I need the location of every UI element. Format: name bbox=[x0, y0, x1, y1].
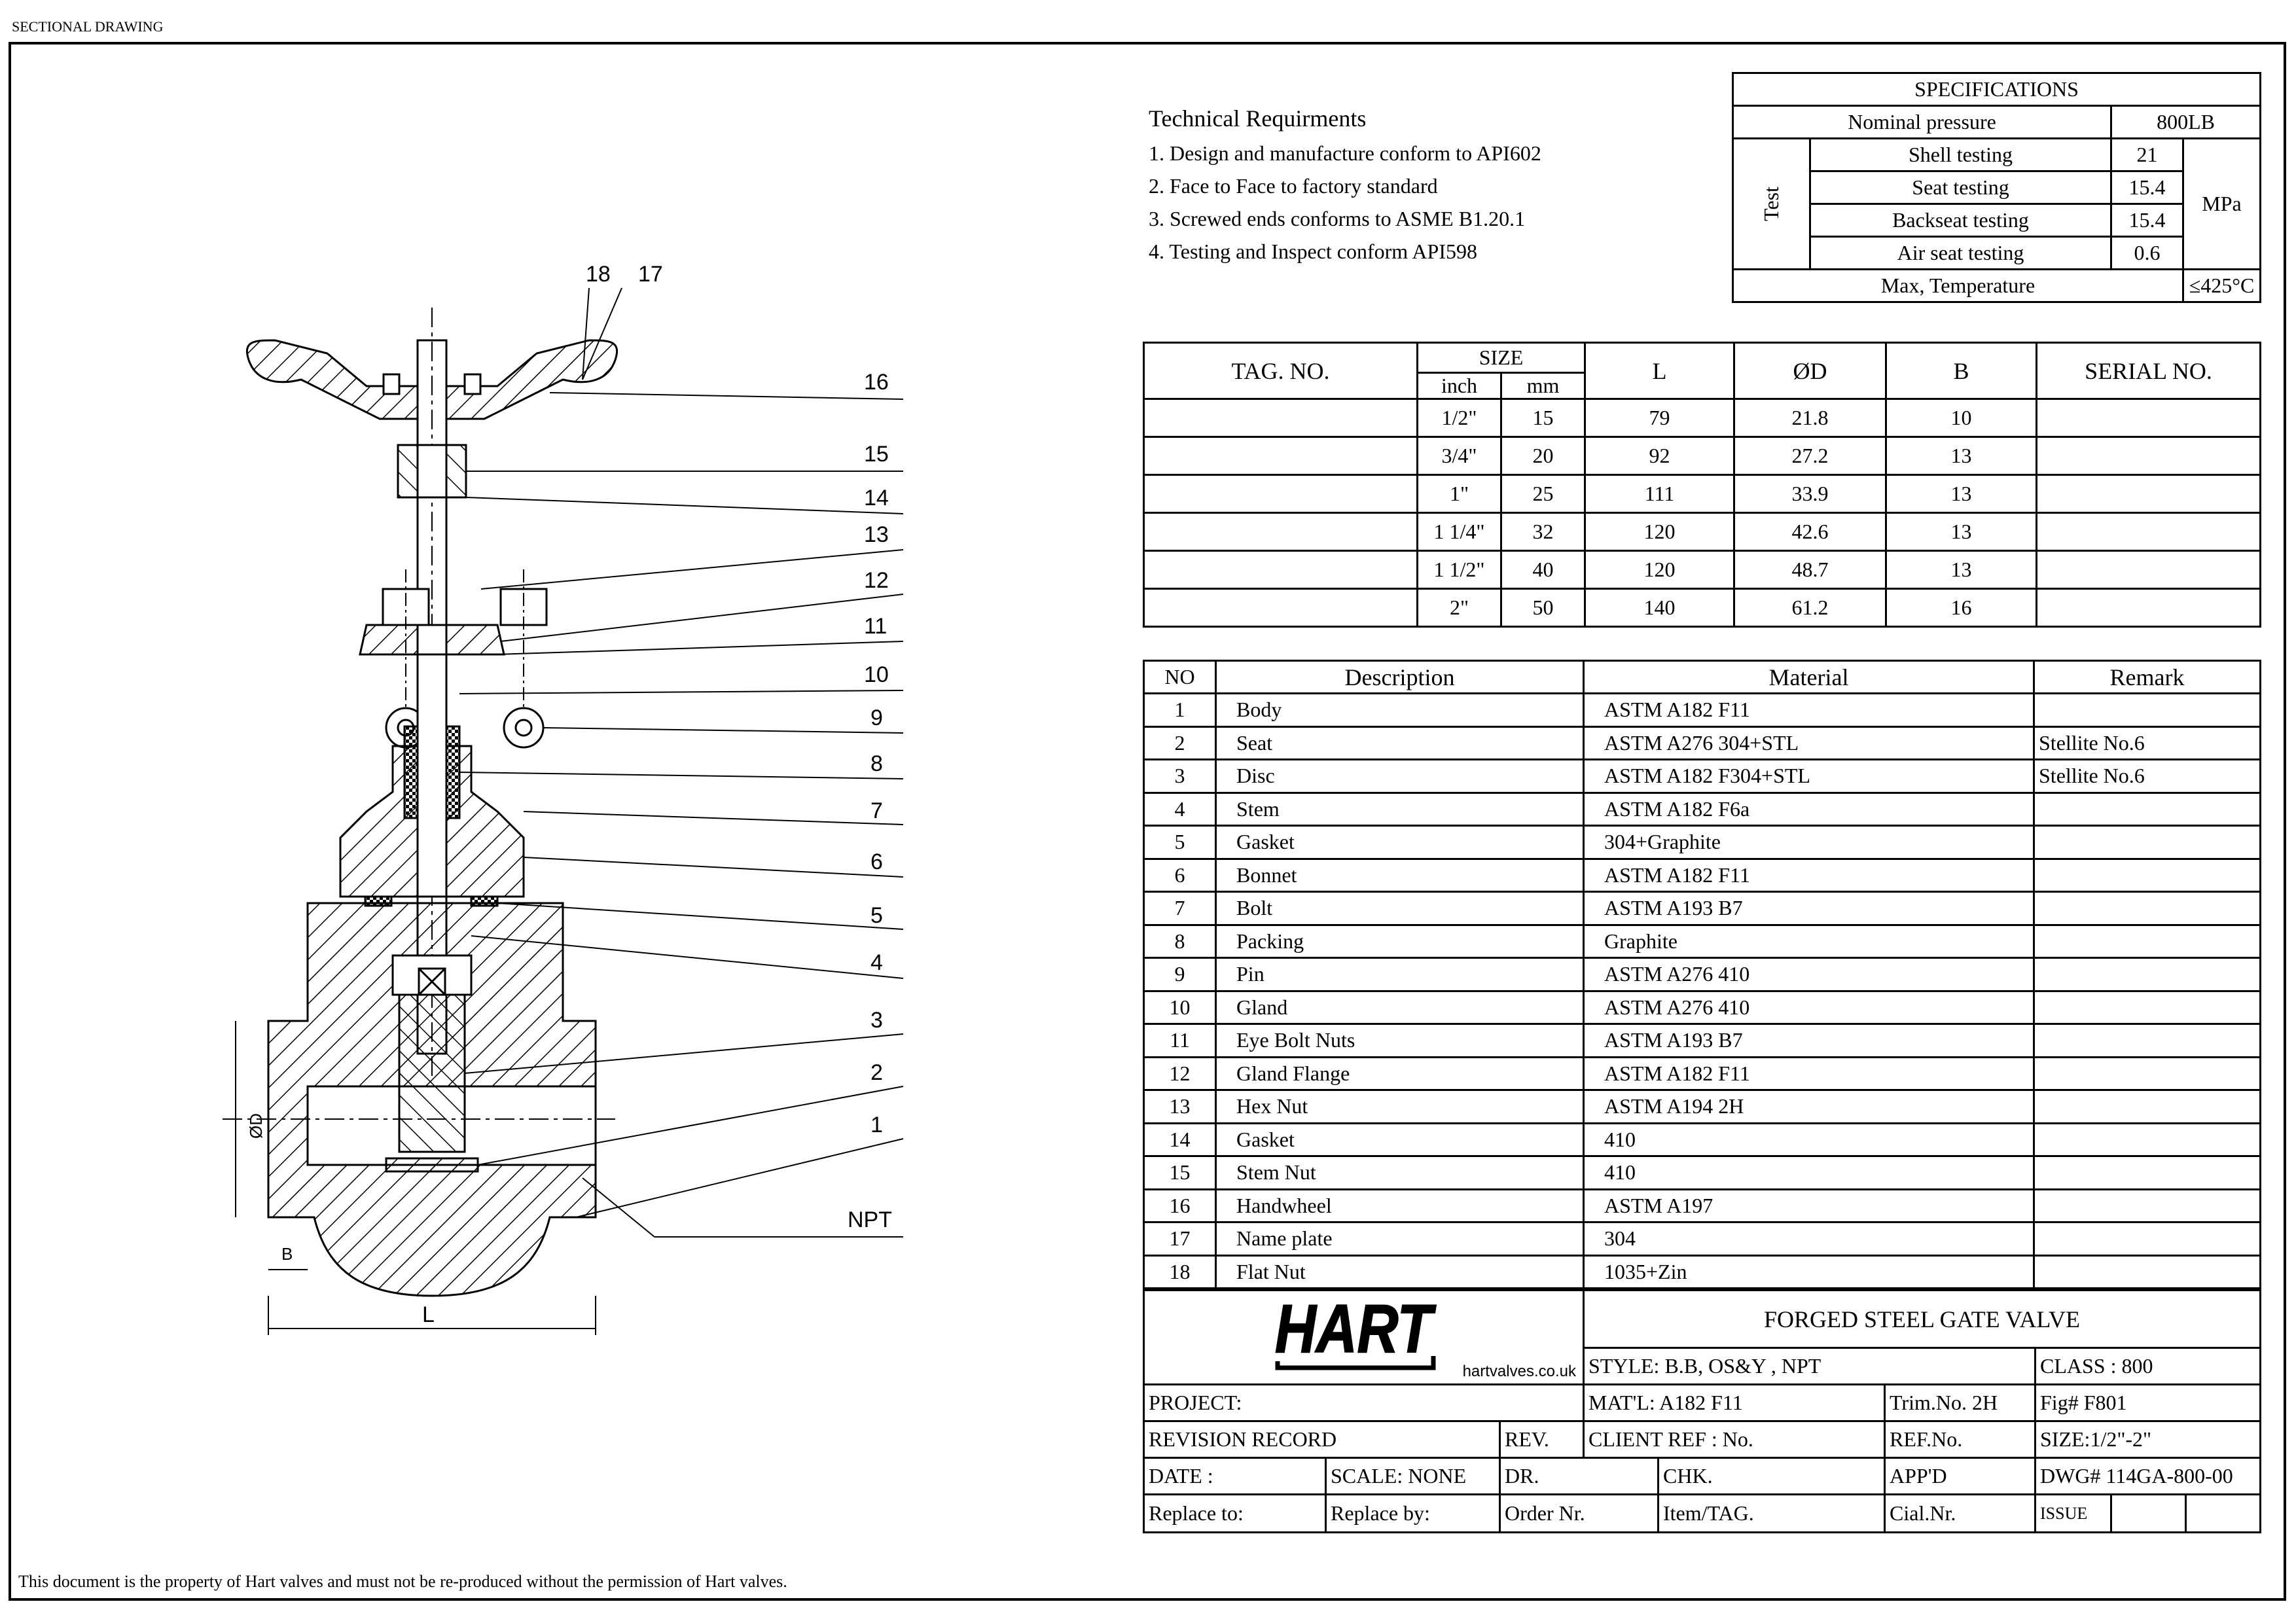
bom-remark-cell bbox=[2034, 1024, 2261, 1058]
bom-no-cell: 7 bbox=[1144, 892, 1216, 925]
bom-no-cell: 15 bbox=[1144, 1156, 1216, 1190]
bom-row bbox=[1144, 1057, 2261, 1090]
cial-nr-cell: Cial.Nr. bbox=[1885, 1495, 2036, 1533]
bom-row bbox=[1144, 925, 2261, 958]
bom-remark-cell bbox=[2034, 859, 2261, 892]
test-value: 21 bbox=[2111, 139, 2183, 171]
bom-desc-cell: Gland Flange bbox=[1216, 1057, 1584, 1090]
size-inch-cell: 1/2" bbox=[1418, 399, 1501, 437]
bom-no-cell: 12 bbox=[1144, 1057, 1216, 1090]
callout-14: 14 bbox=[864, 486, 889, 510]
no-header: NO bbox=[1144, 661, 1216, 694]
fig-cell: Fig# F801 bbox=[2036, 1385, 2261, 1421]
bom-remark-cell bbox=[2034, 1090, 2261, 1124]
packing bbox=[404, 726, 418, 818]
bom-row bbox=[1144, 958, 2261, 991]
size-b-cell: 10 bbox=[1886, 399, 2037, 437]
bom-no-cell: 9 bbox=[1144, 958, 1216, 991]
size-row bbox=[1144, 551, 2261, 589]
website-text: hartvalves.co.uk bbox=[1462, 1363, 1576, 1380]
pin bbox=[504, 708, 543, 747]
size-od-cell: 61.2 bbox=[1734, 589, 1886, 627]
bom-desc-cell: Eye Bolt Nuts bbox=[1216, 1024, 1584, 1058]
size-table bbox=[1143, 342, 2261, 628]
checked-cell: CHK. bbox=[1659, 1458, 1885, 1495]
callout-4: 4 bbox=[870, 950, 883, 975]
date-cell: DATE : bbox=[1144, 1458, 1326, 1495]
size-row bbox=[1144, 589, 2261, 627]
tag-no-header: TAG. NO. bbox=[1144, 343, 1418, 399]
bom-row bbox=[1144, 991, 2261, 1024]
bom-remark-cell bbox=[2034, 1156, 2261, 1190]
size-od-cell: 42.6 bbox=[1734, 513, 1886, 551]
callout-9: 9 bbox=[870, 705, 883, 730]
bom-no-cell: 10 bbox=[1144, 991, 1216, 1024]
bom-mat-cell: 410 bbox=[1584, 1123, 2034, 1156]
size-od-cell: 27.2 bbox=[1734, 437, 1886, 475]
tag-no-cell bbox=[1144, 475, 1418, 513]
size-inch-cell: 1 1/2" bbox=[1418, 551, 1501, 589]
issue-cell: ISSUE bbox=[2036, 1495, 2111, 1533]
bom-row bbox=[1144, 793, 2261, 826]
serial-no-cell bbox=[2037, 437, 2261, 475]
tag-no-cell bbox=[1144, 437, 1418, 475]
svg-text:HART: HART bbox=[1275, 1291, 1437, 1367]
tag-no-cell bbox=[1144, 399, 1418, 437]
bom-mat-cell: ASTM A197 bbox=[1584, 1189, 2034, 1222]
bom-remark-cell bbox=[2034, 925, 2261, 958]
ref-no-cell: REF.No. bbox=[1885, 1421, 2036, 1458]
bom-mat-cell: ASTM A182 F11 bbox=[1584, 859, 2034, 892]
size-l-cell: 140 bbox=[1585, 589, 1734, 627]
bom-desc-cell: Name plate bbox=[1216, 1222, 1584, 1256]
description-header: Description bbox=[1216, 661, 1584, 694]
size-row bbox=[1144, 437, 2261, 475]
size-od-cell: 48.7 bbox=[1734, 551, 1886, 589]
bom-remark-cell bbox=[2034, 694, 2261, 727]
dim-b-label: B bbox=[281, 1244, 293, 1264]
bom-mat-cell: 410 bbox=[1584, 1156, 2034, 1190]
bom-mat-cell: ASTM A193 B7 bbox=[1584, 892, 2034, 925]
callout-8: 8 bbox=[870, 751, 883, 776]
bom-mat-cell: ASTM A276 410 bbox=[1584, 991, 2034, 1024]
issue-box bbox=[2111, 1495, 2186, 1533]
size-b-cell: 13 bbox=[1886, 551, 2037, 589]
callout-1: 1 bbox=[870, 1113, 883, 1137]
bom-row bbox=[1144, 859, 2261, 892]
test-label: Test bbox=[1733, 139, 1810, 270]
callout-5: 5 bbox=[870, 903, 883, 928]
bom-row bbox=[1144, 1255, 2261, 1289]
bom-no-cell: 8 bbox=[1144, 925, 1216, 958]
bom-mat-cell: ASTM A182 F11 bbox=[1584, 694, 2034, 727]
class-cell: CLASS : 800 bbox=[2036, 1348, 2261, 1385]
serial-no-cell bbox=[2037, 399, 2261, 437]
nominal-pressure-label: Nominal pressure bbox=[1733, 106, 2111, 139]
requirement-item: 2. Face to Face to factory standard bbox=[1149, 174, 1438, 198]
size-l-cell: 120 bbox=[1585, 513, 1734, 551]
max-temperature-label: Max, Temperature bbox=[1733, 270, 2183, 302]
bom-mat-cell: 304+Graphite bbox=[1584, 826, 2034, 859]
bom-row bbox=[1144, 1090, 2261, 1124]
hart-logo bbox=[1270, 1291, 1440, 1374]
material-cell: MAT'L: A182 F11 bbox=[1584, 1385, 1885, 1421]
size-mm-cell: 20 bbox=[1501, 437, 1585, 475]
callout-7: 7 bbox=[870, 798, 883, 823]
bom-desc-cell: Gasket bbox=[1216, 1123, 1584, 1156]
bom-mat-cell: 1035+Zin bbox=[1584, 1255, 2034, 1289]
order-nr-cell: Order Nr. bbox=[1500, 1495, 1659, 1533]
bom-no-cell: 6 bbox=[1144, 859, 1216, 892]
bom-desc-cell: Body bbox=[1216, 694, 1584, 727]
callout-6: 6 bbox=[870, 849, 883, 874]
test-name: Shell testing bbox=[1810, 139, 2111, 171]
callout-16: 16 bbox=[864, 370, 889, 395]
test-name: Seat testing bbox=[1810, 171, 2111, 204]
size-row bbox=[1144, 513, 2261, 551]
disc bbox=[399, 988, 465, 1152]
valve-sectional-drawing bbox=[196, 249, 942, 1327]
callout-10: 10 bbox=[864, 662, 889, 687]
bom-remark-cell bbox=[2034, 1222, 2261, 1256]
callout-2: 2 bbox=[870, 1060, 883, 1085]
size-mm-cell: 40 bbox=[1501, 551, 1585, 589]
callout-15: 15 bbox=[864, 442, 889, 467]
bom-remark-cell bbox=[2034, 892, 2261, 925]
bom-no-cell: 17 bbox=[1144, 1222, 1216, 1256]
serial-no-cell bbox=[2037, 589, 2261, 627]
replace-to-cell: Replace to: bbox=[1144, 1495, 1326, 1533]
bom-no-cell: 5 bbox=[1144, 826, 1216, 859]
bom-desc-cell: Gland bbox=[1216, 991, 1584, 1024]
packing bbox=[446, 726, 459, 818]
od-header: ØD bbox=[1734, 343, 1886, 399]
ownership-notice: This document is the property of Hart valves and must not be re-produced without the permission of Hart valves. bbox=[18, 1572, 787, 1591]
bom-no-cell: 14 bbox=[1144, 1123, 1216, 1156]
serial-no-cell bbox=[2037, 551, 2261, 589]
size-od-cell: 33.9 bbox=[1734, 475, 1886, 513]
bom-desc-cell: Handwheel bbox=[1216, 1189, 1584, 1222]
bom-mat-cell: ASTM A182 F11 bbox=[1584, 1057, 2034, 1090]
size-row bbox=[1144, 475, 2261, 513]
bom-desc-cell: Disc bbox=[1216, 760, 1584, 793]
requirement-item: 4. Testing and Inspect conform API598 bbox=[1149, 240, 1477, 263]
bom-no-cell: 2 bbox=[1144, 726, 1216, 760]
serial-no-header: SERIAL NO. bbox=[2037, 343, 2261, 399]
remark-header: Remark bbox=[2034, 661, 2261, 694]
material-header: Material bbox=[1584, 661, 2034, 694]
approved-cell: APP'D bbox=[1885, 1458, 2036, 1495]
size-l-cell: 79 bbox=[1585, 399, 1734, 437]
client-ref-cell: CLIENT REF : No. bbox=[1584, 1421, 1885, 1458]
bom-mat-cell: Graphite bbox=[1584, 925, 2034, 958]
flat-nut bbox=[465, 374, 480, 394]
bom-desc-cell: Hex Nut bbox=[1216, 1090, 1584, 1124]
bom-row bbox=[1144, 726, 2261, 760]
item-tag-cell: Item/TAG. bbox=[1659, 1495, 1885, 1533]
bom-mat-cell: ASTM A182 F304+STL bbox=[1584, 760, 2034, 793]
bom-mat-cell: 304 bbox=[1584, 1222, 2034, 1256]
size-b-cell: 13 bbox=[1886, 475, 2037, 513]
revision-record-cell: REVISION RECORD bbox=[1144, 1421, 1500, 1458]
bom-no-cell: 3 bbox=[1144, 760, 1216, 793]
callout-18: 18 bbox=[586, 262, 611, 287]
bom-remark-cell bbox=[2034, 958, 2261, 991]
bom-remark-cell bbox=[2034, 793, 2261, 826]
bom-desc-cell: Flat Nut bbox=[1216, 1255, 1584, 1289]
bom-row bbox=[1144, 892, 2261, 925]
product-title: FORGED STEEL GATE VALVE bbox=[1584, 1291, 2261, 1348]
npt-label: NPT bbox=[848, 1207, 892, 1232]
bom-no-cell: 4 bbox=[1144, 793, 1216, 826]
pressure-unit: MPa bbox=[2183, 139, 2261, 270]
rev-cell: REV. bbox=[1500, 1421, 1584, 1458]
bom-row bbox=[1144, 826, 2261, 859]
specs-title: SPECIFICATIONS bbox=[1733, 73, 2261, 106]
flat-nut bbox=[384, 374, 399, 394]
test-name: Air seat testing bbox=[1810, 237, 2111, 270]
serial-no-cell bbox=[2037, 513, 2261, 551]
bom-no-cell: 16 bbox=[1144, 1189, 1216, 1222]
tag-no-cell bbox=[1144, 551, 1418, 589]
requirement-item: 3. Screwed ends conforms to ASME B1.20.1 bbox=[1149, 207, 1526, 230]
bom-row bbox=[1144, 1222, 2261, 1256]
bom-row bbox=[1144, 694, 2261, 727]
bom-desc-cell: Pin bbox=[1216, 958, 1584, 991]
bom-desc-cell: Stem bbox=[1216, 793, 1584, 826]
size-mm-cell: 32 bbox=[1501, 513, 1585, 551]
bom-remark-cell: Stellite No.6 bbox=[2034, 726, 2261, 760]
sheet-label: SECTIONAL DRAWING bbox=[12, 18, 164, 35]
serial-no-cell bbox=[2037, 475, 2261, 513]
size-od-cell: 21.8 bbox=[1734, 399, 1886, 437]
bom-desc-cell: Seat bbox=[1216, 726, 1584, 760]
dim-od-label: ØD bbox=[246, 1113, 266, 1139]
dim-l-label: L bbox=[422, 1302, 435, 1327]
size-inch-cell: 3/4" bbox=[1418, 437, 1501, 475]
size-b-cell: 13 bbox=[1886, 513, 2037, 551]
dwg-number-cell: DWG# 114GA-800-00 bbox=[2036, 1458, 2261, 1495]
bom-desc-cell: Gasket bbox=[1216, 826, 1584, 859]
bom-mat-cell: ASTM A182 F6a bbox=[1584, 793, 2034, 826]
size-b-cell: 13 bbox=[1886, 437, 2037, 475]
size-inch-cell: 1" bbox=[1418, 475, 1501, 513]
inch-header: inch bbox=[1418, 373, 1501, 399]
test-value: 15.4 bbox=[2111, 204, 2183, 237]
tag-no-cell bbox=[1144, 589, 1418, 627]
bom-row bbox=[1144, 1156, 2261, 1190]
bom-remark-cell bbox=[2034, 991, 2261, 1024]
specifications-table bbox=[1732, 72, 2261, 303]
callout-11: 11 bbox=[864, 614, 888, 639]
size-row bbox=[1144, 399, 2261, 437]
bom-remark-cell: Stellite No.6 bbox=[2034, 760, 2261, 793]
bom-remark-cell bbox=[2034, 826, 2261, 859]
bom-remark-cell bbox=[2034, 1123, 2261, 1156]
bom-mat-cell: ASTM A193 B7 bbox=[1584, 1024, 2034, 1058]
requirement-item: 1. Design and manufacture conform to API602 bbox=[1149, 141, 1541, 165]
callout-3: 3 bbox=[870, 1008, 883, 1033]
callout-13: 13 bbox=[864, 522, 889, 547]
size-l-cell: 120 bbox=[1585, 551, 1734, 589]
l-header: L bbox=[1585, 343, 1734, 399]
size-inch-cell: 2" bbox=[1418, 589, 1501, 627]
project-cell: PROJECT: bbox=[1144, 1385, 1584, 1421]
scale-cell: SCALE: NONE bbox=[1326, 1458, 1500, 1495]
size-mm-cell: 15 bbox=[1501, 399, 1585, 437]
callout-12: 12 bbox=[864, 568, 889, 593]
bom-no-cell: 11 bbox=[1144, 1024, 1216, 1058]
drawn-cell: DR. bbox=[1500, 1458, 1659, 1495]
max-temperature-value: ≤425°C bbox=[2183, 270, 2261, 302]
mm-header: mm bbox=[1501, 373, 1585, 399]
bom-desc-cell: Bolt bbox=[1216, 892, 1584, 925]
size-header: SIZE bbox=[1418, 343, 1585, 373]
bom-row bbox=[1144, 760, 2261, 793]
test-name: Backseat testing bbox=[1810, 204, 2111, 237]
bom-row bbox=[1144, 1189, 2261, 1222]
issue-box bbox=[2186, 1495, 2261, 1533]
bom-no-cell: 18 bbox=[1144, 1255, 1216, 1289]
bom-mat-cell: ASTM A276 304+STL bbox=[1584, 726, 2034, 760]
b-header: B bbox=[1886, 343, 2037, 399]
bom-remark-cell bbox=[2034, 1189, 2261, 1222]
nominal-pressure-value: 800LB bbox=[2111, 106, 2261, 139]
requirements-title: Technical Requirments bbox=[1149, 105, 1367, 132]
bom-desc-cell: Bonnet bbox=[1216, 859, 1584, 892]
bill-of-materials-table bbox=[1143, 660, 2261, 1289]
size-l-cell: 111 bbox=[1585, 475, 1734, 513]
bom-no-cell: 13 bbox=[1144, 1090, 1216, 1124]
bom-remark-cell bbox=[2034, 1057, 2261, 1090]
callout-17: 17 bbox=[638, 262, 663, 287]
size-mm-cell: 50 bbox=[1501, 589, 1585, 627]
trim-cell: Trim.No. 2H bbox=[1885, 1385, 2036, 1421]
style-cell: STYLE: B.B, OS&Y , NPT bbox=[1584, 1348, 2036, 1385]
bom-desc-cell: Stem Nut bbox=[1216, 1156, 1584, 1190]
bom-row bbox=[1144, 1024, 2261, 1058]
test-value: 0.6 bbox=[2111, 237, 2183, 270]
test-value: 15.4 bbox=[2111, 171, 2183, 204]
seat bbox=[386, 1158, 478, 1171]
bom-no-cell: 1 bbox=[1144, 694, 1216, 727]
bom-row bbox=[1144, 1123, 2261, 1156]
size-mm-cell: 25 bbox=[1501, 475, 1585, 513]
bom-remark-cell bbox=[2034, 1255, 2261, 1289]
bom-desc-cell: Packing bbox=[1216, 925, 1584, 958]
tag-no-cell bbox=[1144, 513, 1418, 551]
bom-mat-cell: ASTM A194 2H bbox=[1584, 1090, 2034, 1124]
bom-mat-cell: ASTM A276 410 bbox=[1584, 958, 2034, 991]
size-inch-cell: 1 1/4" bbox=[1418, 513, 1501, 551]
size-l-cell: 92 bbox=[1585, 437, 1734, 475]
size-b-cell: 16 bbox=[1886, 589, 2037, 627]
size-range-cell: SIZE:1/2"-2" bbox=[2036, 1421, 2261, 1458]
replace-by-cell: Replace by: bbox=[1326, 1495, 1500, 1533]
